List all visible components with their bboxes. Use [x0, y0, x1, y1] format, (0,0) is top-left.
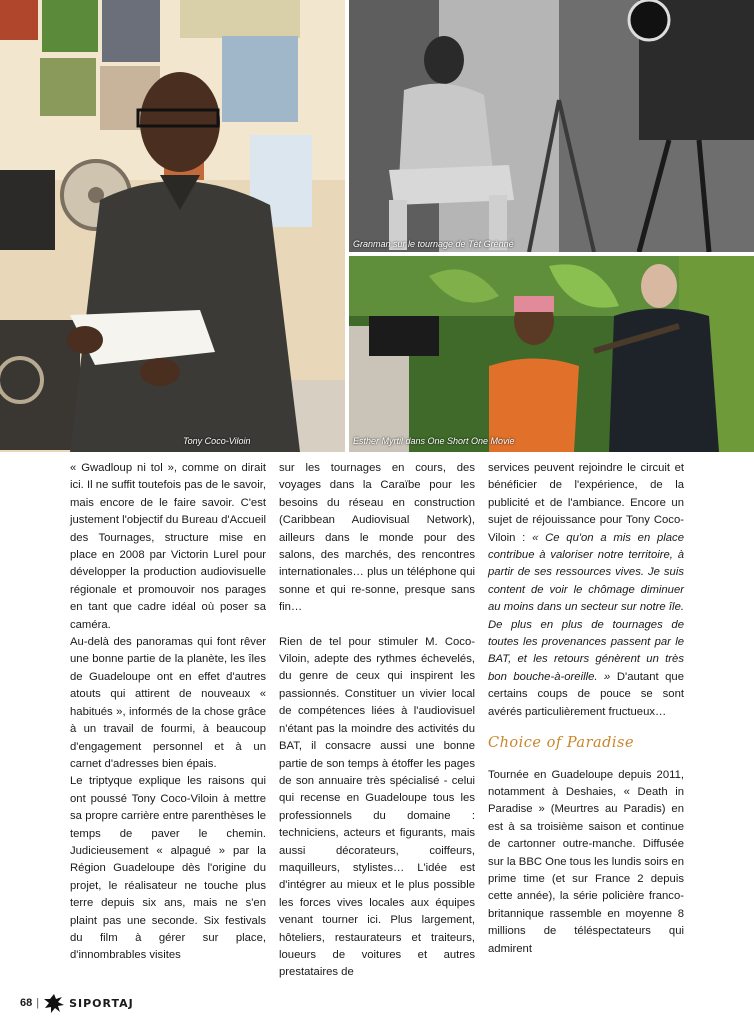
- article-column-2: [279, 460, 475, 982]
- column3-paragraph-1: [488, 460, 684, 721]
- magazine-brand: SIPORTAJ: [69, 996, 134, 1010]
- article-column-1: [70, 460, 266, 965]
- ink-splat-icon: [43, 992, 65, 1014]
- page-footer: [20, 992, 134, 1014]
- column1-paragraph-2: Au-delà des panoramas qui font rêver une bonne partie de la planète, les îles de Guadeloupe ont en effet d'autres atouts qui attirent de nouveaux « habitués », informés de la chose grâce à un travail de fourmi, à beaucoup d'engagement personnel et à un carnet d'adresses bien épais.: [70, 636, 266, 770]
- main-photo-caption: Tony Coco-Viloin: [183, 436, 251, 446]
- bottom-right-photo: [349, 256, 754, 452]
- column3-paragraph-1-end: D'autant que certains coups de pouce se sont avérés particulièrement fructueux…: [488, 670, 684, 718]
- top-right-photo-caption: Granman sur le tournage de Tèt Grènné: [353, 239, 514, 249]
- section-heading: Choice of Paradise: [488, 735, 635, 752]
- top-right-photo: [349, 0, 754, 252]
- column2-paragraph-2: Rien de tel pour stimuler M. Coco-Viloin, adepte des rythmes échevelés, du genre de ceux qui inspirent les passionnés. Constituer un vivier local de compétences liées à l'audiovisuel n'étant pas la moindre des activités du BAT, il consacre aussi une bonne partie de son temps à étoffer les pages de son annuaire très spécialisé - celui qui recense en Guadeloupe tous les professionnels du domaine : techniciens, acteurs et figurants, mais aussi décorateurs, coiffeurs, maquilleurs, stylistes… L'idée est d'intégrer au mieux et le plus possible les forces vives locales aux équipes venant tourner ici. Plus largement, hôteliers, restaurateurs et traiteurs, loueurs de voitures et autres prestataires de: [279, 635, 475, 979]
- page-number: 68: [20, 997, 33, 1009]
- footer-separator: |: [36, 997, 40, 1009]
- column3-quote: « Ce qu'on a mis en place contribue à valoriser notre territoire, à partir de ses ressources vives. Je suis content de voir le chômage diminuer au moins dans un secteur sur notre île. De plus en plus de tournages de toutes les provenances passent par le BAT, et les retours génèrent un très bon bouche-à-oreille. »: [488, 531, 684, 683]
- column3-paragraph-1-start: services peuvent rejoindre le circuit et bénéficier de l'expérience, de la publicité et de l'ambiance. Encore un sujet de réjouissance pour Tony Coco-Viloin :: [488, 462, 684, 544]
- bottom-right-photo-caption: Esther Myrtil dans One Short One Movie: [353, 436, 515, 446]
- main-photo: [0, 0, 345, 452]
- column2-paragraph-1: sur les tournages en cours, des voyages dans la Caraïbe pour les besoins du réseau en construction (Caribbean Audiovisual Network), ailleurs dans le monde pour des salons, des marchés, des rencontres internationales… plus un téléphone qui sonne et qui re-sonne, presque sans fin…: [279, 462, 475, 614]
- column3-paragraph-2: Tournée en Guadeloupe depuis 2011, notamment à Deshaies, « Death in Paradise » (Meurtres au Paradis) en est à sa troisième saison et continue de cartonner outre-manche. Diffusée sur la BBC One tous les lundis soirs en prime time (et sur France 2 depuis cette année), la série policière franco-britannique rassemble en moyenne 8 millions de téléspectateurs qui admirent: [488, 768, 684, 955]
- column1-paragraph-3: Le triptyque explique les raisons qui ont poussé Tony Coco-Viloin à mettre sa propre carrière entre parenthèses le temps de paver le chemin. Judicieusement « alpagué » par la Région Guadeloupe dès l'origine du projet, le réalisateur ne touche plus terre depuis six ans, mais ne s'en plaint pas une seconde. Six festivals du film à gérer sur place, d'innombrables visites: [70, 775, 266, 962]
- column1-paragraph-1: « Gwadloup ni tol », comme on dirait ici. Il ne suffit toutefois pas de le savoir, mais encore de le faire savoir. C'est justement l'objectif du Bureau d'Accueil des Tournages, structure mise en place en 2008 par Victorin Lurel pour développer la production audiovisuelle régionale et promouvoir nos parages en tant que cadre idéal où poser sa caméra.: [70, 462, 266, 631]
- article-column-3: [488, 460, 684, 958]
